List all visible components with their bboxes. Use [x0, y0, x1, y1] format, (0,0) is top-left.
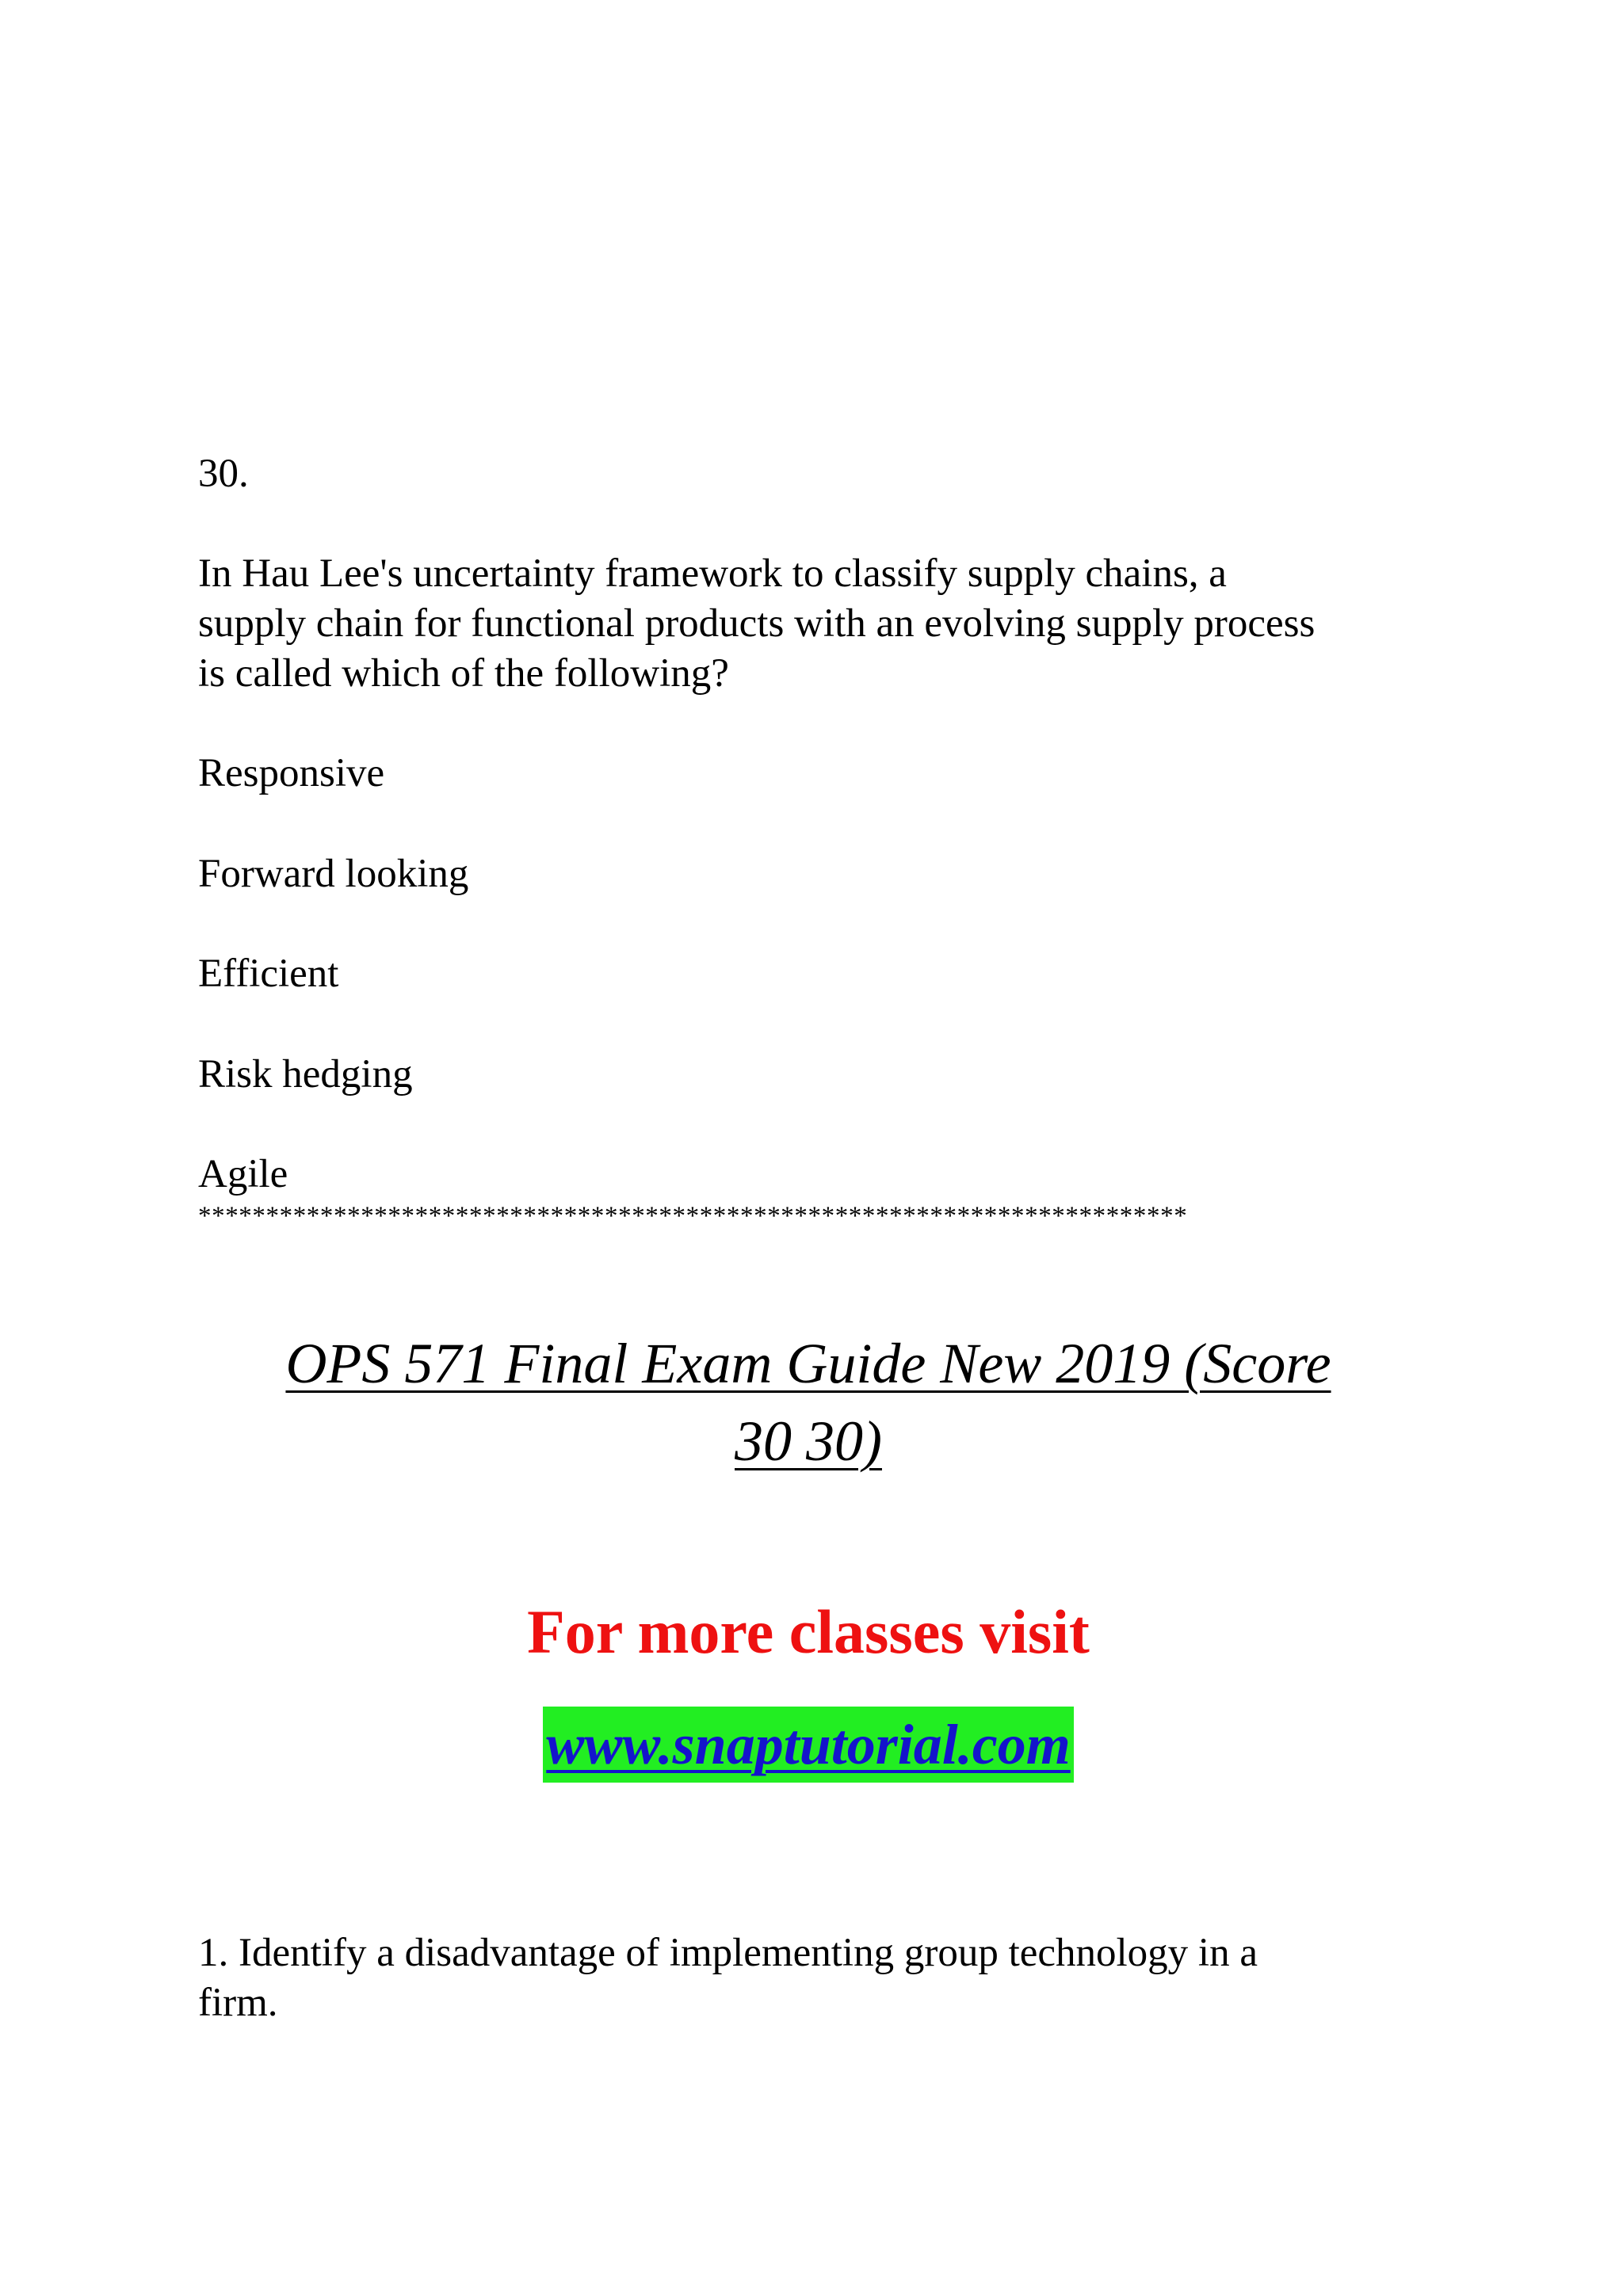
title-line: 30 30): [735, 1409, 882, 1473]
question-30-prompt-line: supply chain for functional products with an evolving supply process: [198, 601, 1316, 646]
question-30-prompt-line: is called which of the following?: [198, 651, 729, 696]
snaptutorial-link[interactable]: www.snaptutorial.com: [543, 1707, 1074, 1783]
question-1-line: firm.: [198, 1981, 278, 2025]
question-30-prompt-line: In Hau Lee's uncertainty framework to classify supply chains, a: [198, 551, 1227, 596]
answer-option: Agile: [198, 1152, 288, 1196]
promo-link-wrapper: [198, 1707, 1419, 1783]
question-30-number: 30.: [198, 452, 249, 496]
promo-heading: For more classes visit: [527, 1597, 1090, 1666]
answer-option: Responsive: [198, 751, 385, 795]
answer-option: Risk hedging: [198, 1052, 413, 1097]
answer-option: Efficient: [198, 952, 339, 996]
document-title: [198, 1325, 1419, 1480]
question-1-line: 1. Identify a disadvantage of implementing group technology in a: [198, 1931, 1258, 1975]
title-line: OPS 571 Final Exam Guide New 2019 (Score: [285, 1332, 1331, 1395]
answer-option: Forward looking: [198, 852, 469, 896]
asterisk-separator: *************************************************************************: [198, 1203, 1188, 1230]
